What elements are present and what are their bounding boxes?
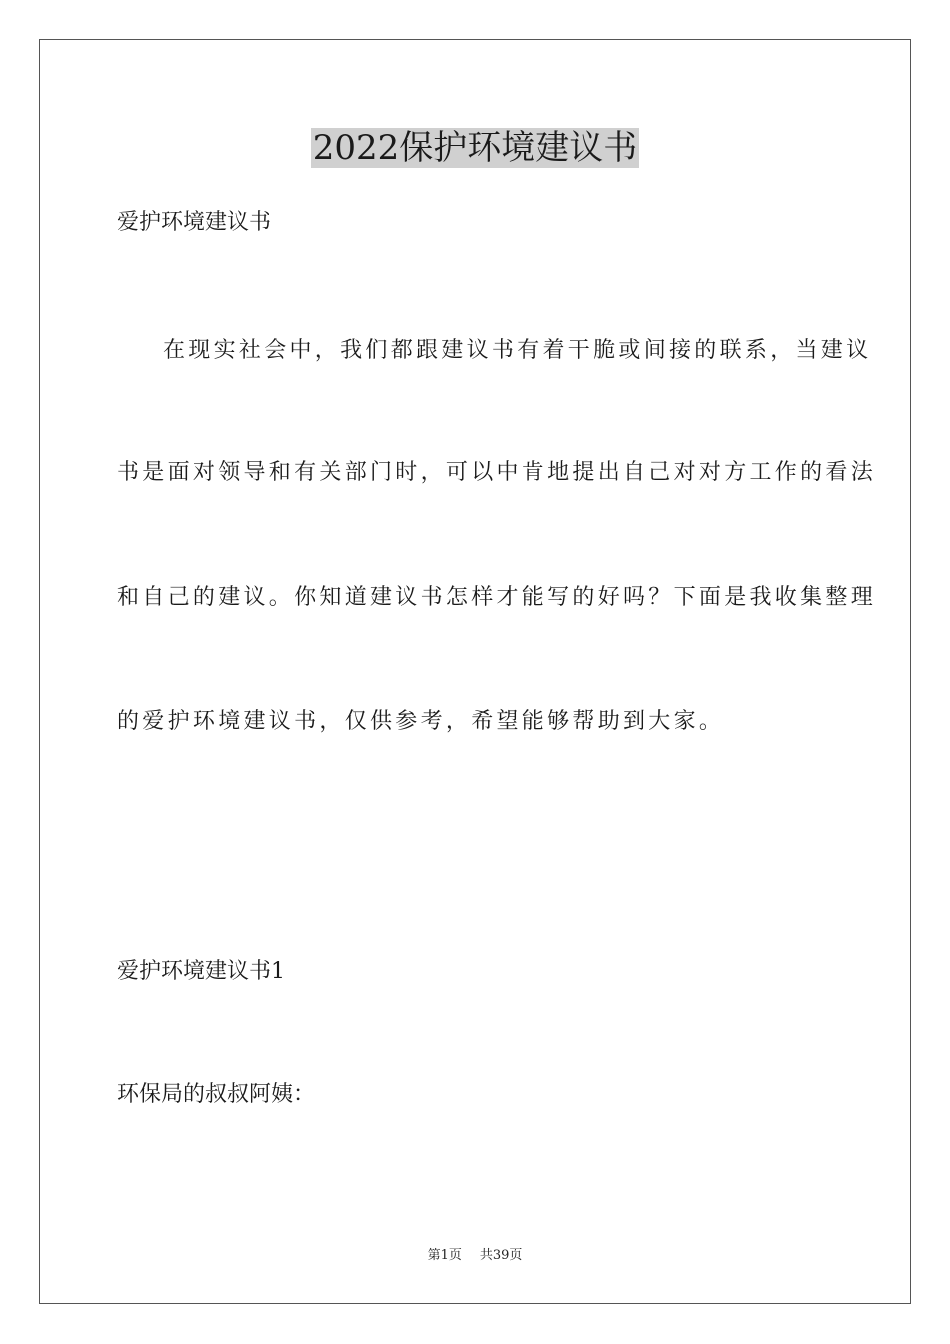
section-heading: 爱护环境建议书1 bbox=[117, 959, 285, 984]
intro-line-2: 书是面对领导和有关部门时，可以中肯地提出自己对对方工作的看法 bbox=[117, 460, 877, 485]
document-title-text: 2022保护环境建议书 bbox=[312, 128, 638, 168]
intro-line-3: 和自己的建议。你知道建议书怎样才能写的好吗？下面是我收集整理 bbox=[117, 585, 877, 610]
document-title bbox=[0, 126, 950, 170]
document-subtitle: 爱护环境建议书 bbox=[117, 210, 272, 235]
intro-line-4: 的爱护环境建议书，仅供参考，希望能够帮助到大家。 bbox=[117, 709, 725, 734]
page-number: 第1页 bbox=[427, 1248, 462, 1263]
page-total: 共39页 bbox=[479, 1248, 523, 1263]
intro-line-1: 在现实社会中，我们都跟建议书有着干脆或间接的联系，当建议 bbox=[163, 338, 872, 363]
salutation: 环保局的叔叔阿姨： bbox=[117, 1082, 316, 1107]
page-footer bbox=[0, 1247, 950, 1265]
